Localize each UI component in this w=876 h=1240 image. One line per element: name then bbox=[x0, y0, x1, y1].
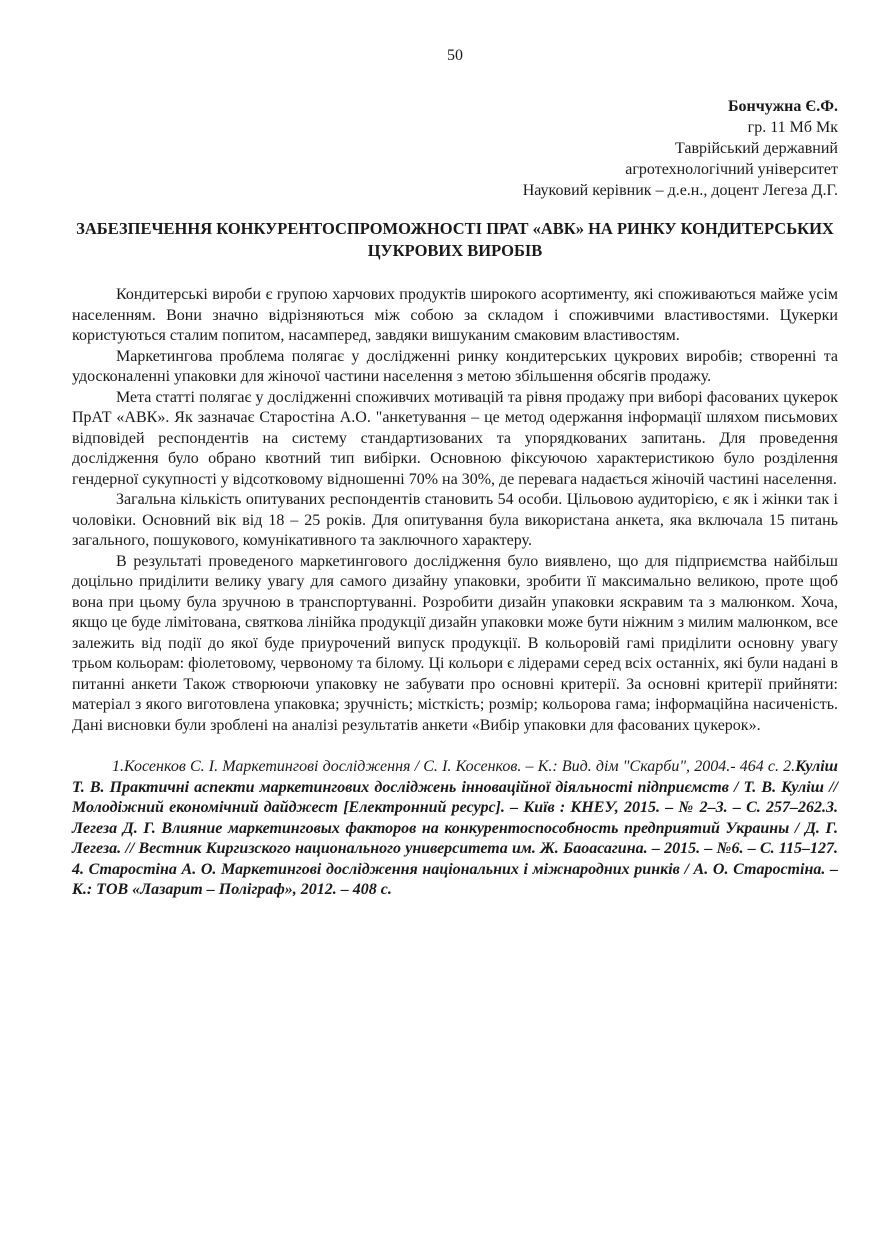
references-list bbox=[72, 757, 838, 901]
author-block bbox=[72, 96, 838, 201]
paragraph-research-results: В результаті проведеного маркетингового дослідження було виявлено, що для підприємства найбільш доцільно приділити велику увагу для самого дизайну упаковки, зробити її максимально великою, проте щоб вона при цьому була зручною в транспортуванні. Розробити дизайн упаковки яскравим та з малюнком. Хоча, якщо це буде лімітована, святкова лінійка продукції дизайн упаковки може бути ніжним з милим малюнком, все залежить від події до якої буде приурочений випуск продукції. В кольоровій гамі приділити основну увагу трьом кольорам: фіолетовому, червоному та білому. Ці кольори є лідерами серед всіх останніх, які були надані в питанні анкети Також створюючи упаковку не забувати про основні критерії. За основні критерії прийняти: матеріал з якого виготовлена упаковка; зручність; місткість; розмір; кольорова гама; інформаційна насиченість. Дані висновки були зроблені на аналізі результатів анкети «Вибір упаковки для фасованих цукерок». bbox=[72, 552, 838, 734]
author-name: Бончужна Є.Ф. bbox=[727, 98, 838, 115]
reference-entry-1: 1.Косенков С. І. Маркетингові дослідження / С. І. Косенков. – К.: Вид. дім "Скарби", 2004.- 464 с. 2. bbox=[112, 758, 796, 775]
university-name-line-2: агротехнологічний університет bbox=[625, 161, 838, 178]
paragraph-article-goal: Мета статті полягає у дослідженні споживчих мотивацій та рівня продажу при виборі фасованих цукерок ПрАТ «АВК». Як зазначає Старостіна А.О. "анкетування – це метод одержання інформації шляхом письмових відповідей респондентів на систему стандартизованих та упорядкованих запитань. Для проведення дослідження було обрано квотний тип вибірки. Основною фіксуючою характеристикою було розділення гендерної сукупності у відсотковому відношенні 70% на 30%, де перевага надається жіночій частині населення. bbox=[72, 388, 838, 488]
paragraph-intro: Кондитерські вироби є групою харчових продуктів широкого асортименту, які споживаються майже усім населенням. Вони значно відрізняються між собою за складом і споживчими властивостями. Цукерки користуються сталим попитом, насамперед, завдяки вишуканим смаковим властивостям. bbox=[72, 286, 838, 344]
paragraph-respondents: Загальна кількість опитуваних респондентів становить 54 особи. Цільовою аудиторією, є як і жінки так і чоловіки. Основний вік від 18 – 25 років. Для опитування була використана анкета, яка включала 15 питань загального, пошукового, комунікативного та заключного характеру. bbox=[72, 491, 838, 549]
article-title: ЗАБЕЗПЕЧЕННЯ КОНКУРЕНТОСПРОМОЖНОСТІ ПРАТ «АВК» НА РИНКУ КОНДИТЕРСЬКИХ ЦУКРОВИХ ВИРОБІВ bbox=[76, 219, 834, 260]
reference-entries-2-4: Куліш Т. В. Практичні аспекти маркетингових досліджень інноваційної діяльності підприємств / Т. В. Куліш // Молодіжний економічний дайджест [Електронний ресурс]. – Київ : КНЕУ, 2015. – № 2–3. – С. 257–262.3. Легеза Д. Г. Влияние маркетинговых факторов на конкурентоспособность предприятий Украины / Д. Г. Легеза. // Вестник Киргизского национального университета им. Ж. Баоасагина. – 2015. – №6. – С. 115–127. 4. Старостіна А. О. Маркетингові дослідження національних і міжнародних ринків / А. О. Старостіна. – К.: ТОВ «Лазарит – Поліграф», 2012. – 408 с. bbox=[72, 758, 838, 898]
page-number: 50 bbox=[447, 47, 463, 64]
author-group: гр. 11 Мб Мк bbox=[747, 119, 838, 136]
paragraph-marketing-problem: Маркетингова проблема полягає у дослідженні ринку кондитерських цукрових виробів; створенні та удосконаленні упаковки для жіночої частини населення з метою збільшення обсягів продажу. bbox=[72, 347, 838, 385]
university-name-line-1: Таврійський державний bbox=[675, 140, 838, 157]
supervisor-line: Науковий керівник – д.е.н., доцент Легеза Д.Г. bbox=[522, 182, 838, 199]
article-body bbox=[72, 285, 838, 736]
